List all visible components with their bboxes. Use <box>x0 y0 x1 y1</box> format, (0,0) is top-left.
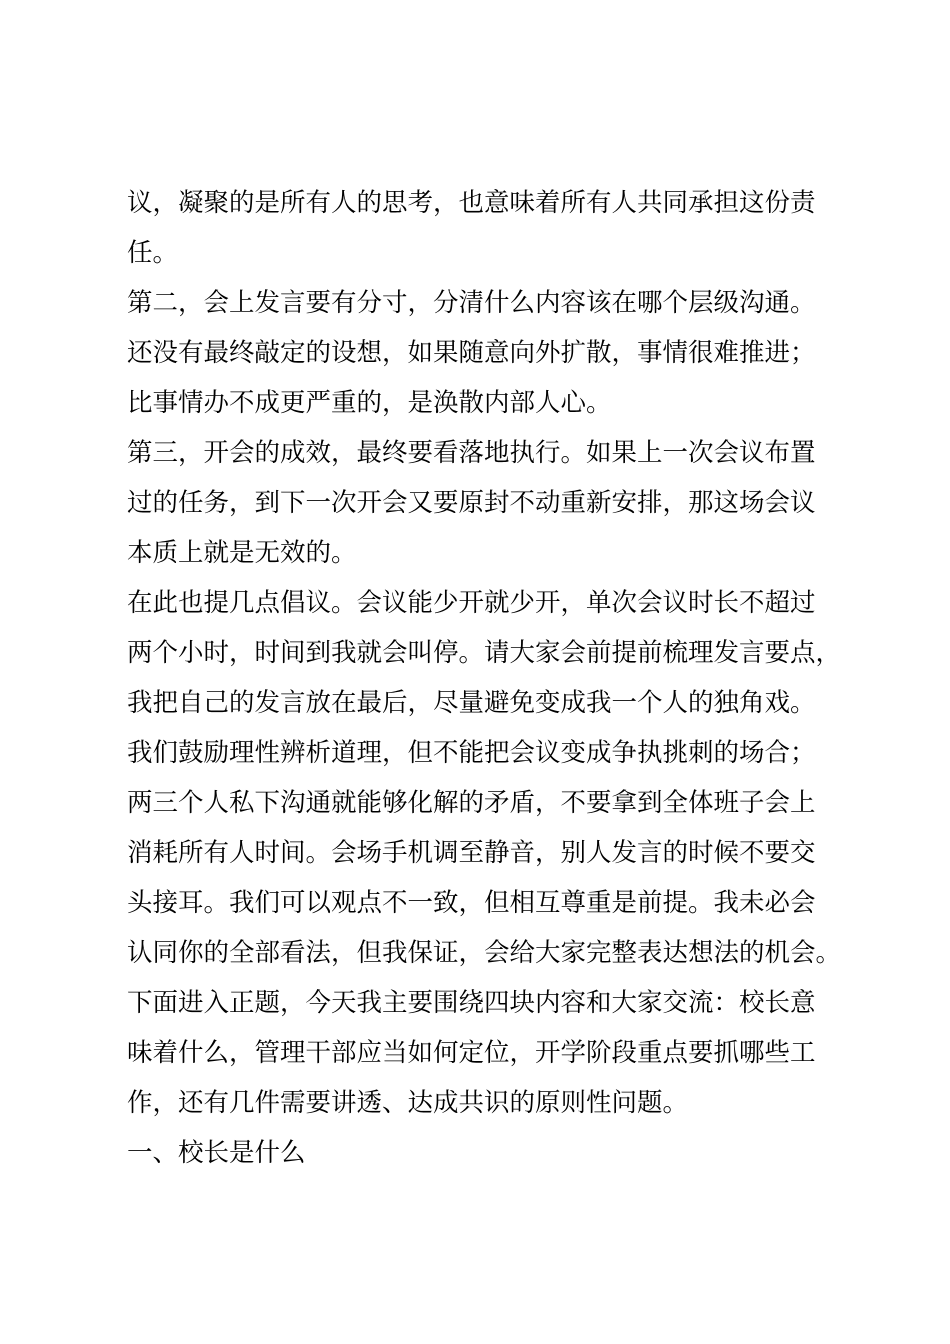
text-line: 消耗所有人时间。会场手机调至静音，别人发言的时候不要交 <box>127 838 816 868</box>
text-line: 还没有最终敲定的设想，如果随意向外扩散，事情很难推进； <box>127 338 816 368</box>
text-line: 我把自己的发言放在最后，尽量避免变成我一个人的独角戏。 <box>127 688 816 718</box>
text-line: 两个小时，时间到我就会叫停。请大家会前提前梳理发言要点， <box>127 638 842 668</box>
text-line: 过的任务，到下一次开会又要原封不动重新安排，那这场会议 <box>127 488 816 518</box>
text-line: 两三个人私下沟通就能够化解的矛盾，不要拿到全体班子会上 <box>127 788 816 818</box>
text-line: 在此也提几点倡议。会议能少开就少开，单次会议时长不超过 <box>127 588 816 618</box>
text-line: 作，还有几件需要讲透、达成共识的原则性问题。 <box>127 1088 689 1118</box>
text-line: 我们鼓励理性辨析道理，但不能把会议变成争执挑刺的场合； <box>127 738 816 768</box>
text-line: 第二，会上发言要有分寸，分清什么内容该在哪个层级沟通。 <box>127 288 816 318</box>
text-line: 任。 <box>127 238 179 268</box>
text-line: 下面进入正题，今天我主要围绕四块内容和大家交流：校长意 <box>127 988 816 1018</box>
text-line: 本质上就是无效的。 <box>127 538 357 568</box>
document-body <box>127 178 842 1178</box>
text-line: 比事情办不成更严重的，是涣散内部人心。 <box>127 388 612 418</box>
text-line: 认同你的全部看法，但我保证，会给大家完整表达想法的机会。 <box>127 938 842 968</box>
text-line: 第三，开会的成效，最终要看落地执行。如果上一次会议布置 <box>127 438 816 468</box>
text-line: 味着什么，管理干部应当如何定位，开学阶段重点要抓哪些工 <box>127 1038 816 1068</box>
section-heading: 一、校长是什么 <box>127 1138 306 1168</box>
text-line: 头接耳。我们可以观点不一致，但相互尊重是前提。我未必会 <box>127 888 816 918</box>
text-line: 议，凝聚的是所有人的思考，也意味着所有人共同承担这份责 <box>127 188 816 218</box>
